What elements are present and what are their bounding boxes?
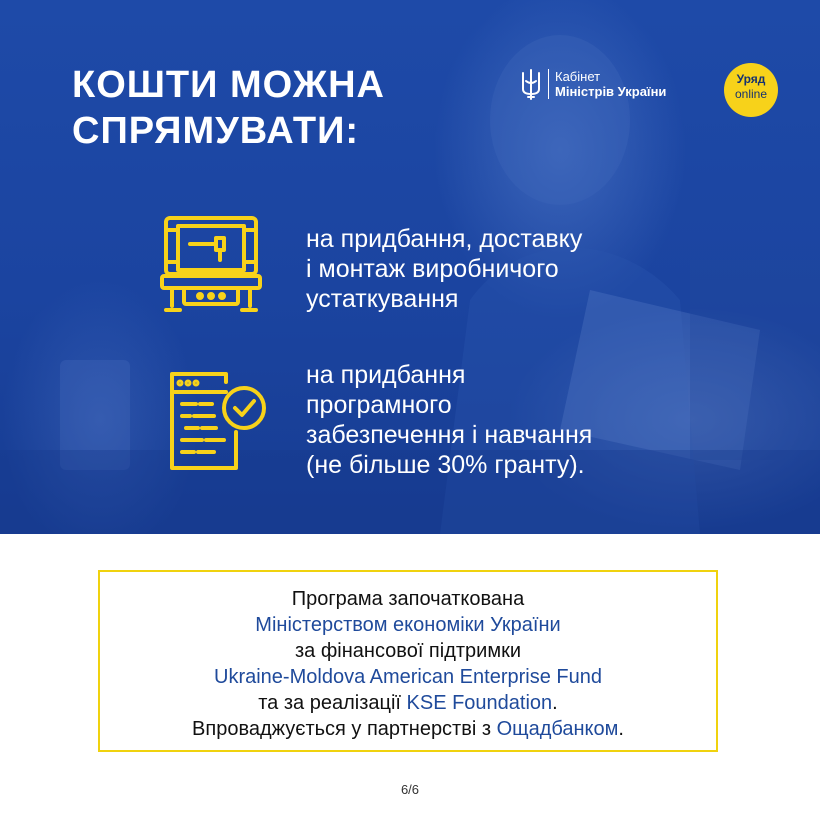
uryad-logo-line-2: online xyxy=(734,87,768,101)
title-line-2: СПРЯМУВАТИ: xyxy=(72,110,360,152)
software-document-check-icon xyxy=(166,370,270,474)
cabinet-logo-line-1: Кабінет xyxy=(555,69,601,84)
cabinet-of-ministers-logo xyxy=(520,66,666,102)
cabinet-logo-text xyxy=(555,69,666,99)
info-line-5-suffix: . xyxy=(552,692,558,714)
info-kse-foundation: KSE Foundation xyxy=(406,692,553,714)
logo-divider xyxy=(548,69,549,99)
feature-1-line-3: устаткування xyxy=(306,285,459,313)
info-line-6-suffix: . xyxy=(618,718,624,740)
info-line-6-prefix: Впроваджується у партнерстві з xyxy=(192,718,497,740)
trident-icon xyxy=(520,67,542,101)
feature-2-line-3: забезпечення і навчання xyxy=(306,421,593,449)
info-oschadbank: Ощадбанком xyxy=(496,718,619,740)
page-title xyxy=(72,62,385,154)
feature-1-line-1: на придбання, доставку xyxy=(306,225,583,253)
feature-1-line-2: і монтаж виробничого xyxy=(306,255,559,283)
feature-equipment-text xyxy=(306,224,582,314)
program-info-box xyxy=(98,570,718,752)
feature-2-line-4: (не більше 30% гранту). xyxy=(306,451,585,479)
info-fund-name: Ukraine-Moldova American Enterprise Fund xyxy=(214,666,602,688)
page-counter: 6/6 xyxy=(400,782,420,797)
feature-software-text xyxy=(306,360,592,480)
info-line-5 xyxy=(100,690,716,716)
cabinet-logo-line-2: Міністрів України xyxy=(555,84,667,99)
feature-2-line-1: на придбання xyxy=(306,361,466,389)
machine-equipment-icon xyxy=(160,214,262,318)
info-line-6 xyxy=(100,716,716,742)
info-line-3: за фінансової підтримки xyxy=(294,640,521,662)
info-ministry-name: Міністерством економіки України xyxy=(255,614,561,636)
uryad-online-logo xyxy=(724,63,778,117)
info-line-5-prefix: та за реалізації xyxy=(258,692,407,714)
info-line-1: Програма започаткована xyxy=(291,588,525,610)
title-line-1: КОШТИ МОЖНА xyxy=(72,64,385,106)
uryad-logo-line-1: Уряд xyxy=(736,72,766,86)
feature-2-line-2: програмного xyxy=(306,391,452,419)
